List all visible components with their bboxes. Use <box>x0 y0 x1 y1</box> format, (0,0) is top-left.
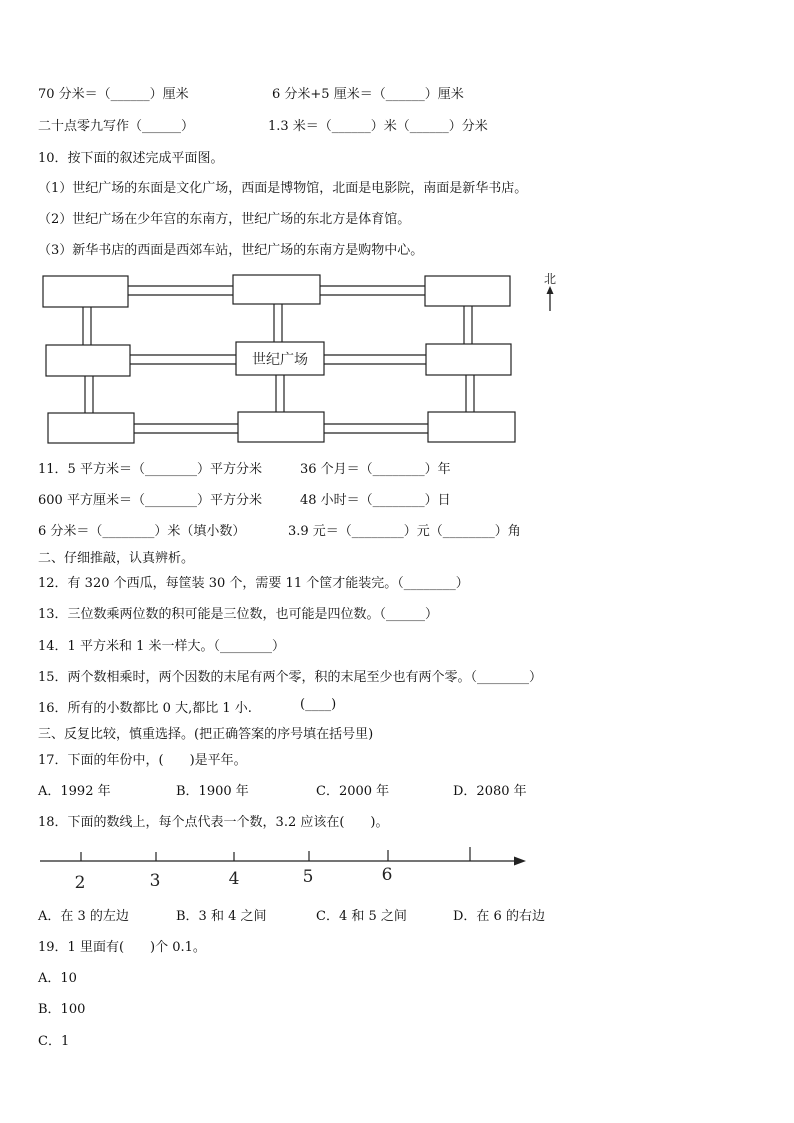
q10-statement-1: （1）世纪广场的东面是文化广场，西面是博物馆，北面是电影院，南面是新华书店。 <box>38 181 528 196</box>
q10-statement-3: （3）新华书店的西面是西郊车站，世纪广场的东南方是购物中心。 <box>38 243 424 258</box>
tick-label-3: 3 <box>149 871 161 891</box>
q18-option-c: C．4 和 5 之间 <box>316 909 407 924</box>
tick-label-4: 4 <box>228 869 240 889</box>
q17-option-b: B．1900 年 <box>176 784 249 799</box>
road-top <box>128 286 425 295</box>
q18-option-b: B．3 和 4 之间 <box>176 909 267 924</box>
q11-b2: 48 小时＝（________）日 <box>300 493 451 508</box>
q11-c2: 3.9 元＝（________）元（________）角 <box>288 524 521 539</box>
q19-option-b: B．100 <box>38 1002 86 1017</box>
fill-blank-6dm5cm: 6 分米+5 厘米＝（______）厘米 <box>272 87 464 102</box>
q11-b1: 600 平方厘米＝（________）平方分米 <box>38 493 262 508</box>
q19-title: 19．1 里面有( )个 0.1。 <box>38 940 206 955</box>
box-west <box>46 345 130 376</box>
q19-option-a: A．10 <box>38 971 77 986</box>
q11-a2: 36 个月＝（________）年 <box>300 462 451 477</box>
q12: 12．有 320 个西瓜，每筐装 30 个，需要 11 个筐才能装完。（________） <box>38 576 469 591</box>
road-bottom <box>134 424 428 433</box>
fill-blank-2009: 二十点零九写作（______） <box>38 119 195 134</box>
box-east <box>426 344 511 375</box>
section-2-heading: 二、仔细推敲，认真辨析。 <box>38 551 195 566</box>
north-label: 北 <box>543 272 557 286</box>
north-arrow-icon <box>544 272 556 311</box>
fill-blank-70dm: 70 分米＝（______）厘米 <box>38 87 189 102</box>
q14: 14．1 平方米和 1 米一样大。（________） <box>38 639 285 654</box>
q18-option-a: A．在 3 的左边 <box>38 909 129 924</box>
center-label: 世纪广场 <box>252 352 308 368</box>
box-south <box>238 412 324 442</box>
q18-title: 18．下面的数线上，每个点代表一个数，3.2 应该在( )。 <box>38 815 389 830</box>
road-vertical-right <box>464 306 474 412</box>
box-southwest <box>48 413 134 443</box>
q11-c1: 6 分米＝（________）米（填小数） <box>38 524 246 539</box>
box-northwest <box>43 276 128 307</box>
q16-blank: (____) <box>300 697 337 712</box>
plan-map <box>0 0 794 460</box>
number-line <box>0 840 794 896</box>
tick-label-6: 6 <box>381 865 393 885</box>
q17-option-d: D．2080 年 <box>453 784 527 799</box>
q11-a1: 11．5 平方米＝（________）平方分米 <box>38 462 262 477</box>
q18-option-d: D．在 6 的右边 <box>453 909 545 924</box>
q16-text: 16．所有的小数都比 0 大,都比 1 小. <box>38 701 252 716</box>
box-north <box>233 275 320 304</box>
q19-option-c: C．1 <box>38 1034 70 1049</box>
road-vertical-left <box>83 307 93 413</box>
q17-title: 17．下面的年份中，( )是平年。 <box>38 753 247 768</box>
tick-label-2: 2 <box>74 873 86 893</box>
q15: 15．两个数相乘时，两个因数的末尾有两个零，积的末尾至少也有两个零。（________） <box>38 670 543 685</box>
box-northeast <box>425 276 510 306</box>
box-southeast <box>428 412 515 442</box>
section-3-heading: 三、反复比较，慎重选择。(把正确答案的序号填在括号里) <box>38 727 374 742</box>
q13: 13．三位数乘两位数的积可能是三位数，也可能是四位数。（______） <box>38 607 439 622</box>
q10-title: 10．按下面的叙述完成平面图。 <box>38 151 224 166</box>
q17-option-c: C．2000 年 <box>316 784 390 799</box>
q10-statement-2: （2）世纪广场在少年宫的东南方，世纪广场的东北方是体育馆。 <box>38 212 411 227</box>
tick-label-5: 5 <box>302 867 314 887</box>
fill-blank-1-3m: 1.3 米＝（______）米（______）分米 <box>268 119 488 134</box>
q17-option-a: A．1992 年 <box>38 784 111 799</box>
